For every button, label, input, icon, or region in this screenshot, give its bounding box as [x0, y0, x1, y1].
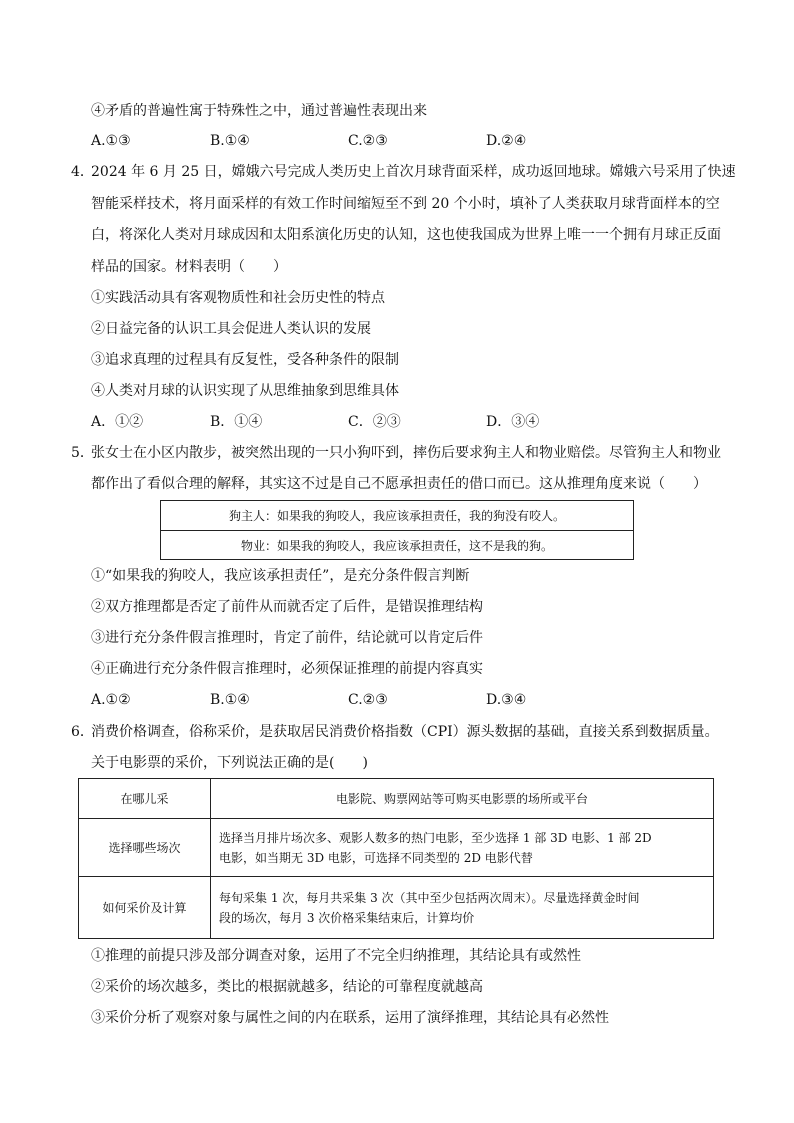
q6-table-row-where [79, 779, 714, 819]
q5-text-line-1: 张女士在小区内散步，被突然出现的一只小狗吓到，摔伤后要求狗主人和物业赔偿。尽管狗主人和物业 [91, 445, 721, 461]
q5-option-d: D.③④ [486, 692, 527, 708]
q6-statement-2: ②采价的场次越多，类比的根据就越多，结论的可靠程度就越高 [91, 979, 483, 995]
q3-option-a: A.①③ [91, 133, 131, 149]
q6-table-content-how-line-2: 段的场次，每月 3 次价格采集结束后，计算均价 [219, 910, 475, 925]
q5-statement-1: ①“如果我的狗咬人，我应该承担责任”，是充分条件假言判断 [91, 568, 470, 584]
q6-table-row-how [79, 877, 714, 939]
q6-table-content-which-line-1: 选择当月排片场次多、观影人数多的热门电影，至少选择 1 部 3D 电影、1 部 2D [219, 830, 652, 845]
q5-statement-2: ②双方推理都是否定了前件从而就否定了后件，是错误推理结构 [91, 599, 483, 615]
q5-statement-3: ③进行充分条件假言推理时，肯定了前件，结论就可以肯定后件 [91, 630, 483, 646]
q6-table-content-how-line-1: 每旬采集 1 次，每月共采集 3 次（其中至少包括两次周末）。尽量选择黄金时间 [219, 890, 640, 905]
q5-option-c: C.②③ [348, 692, 388, 708]
q4-number: 4． [71, 164, 94, 180]
q6-info-table [78, 778, 714, 939]
q4-text-line-3: 白，将深化人类对月球成因和太阳系演化历史的认知，这也使我国成为世界上唯一一个拥有月球正反面 [91, 227, 721, 243]
q6-table-row-which [79, 819, 714, 877]
q5-box-divider [161, 530, 633, 531]
q6-table-head-which: 选择哪些场次 [79, 819, 211, 877]
q4-text-line-4: 样品的国家。材料表明（ ） [91, 259, 287, 275]
q6-statement-1: ①推理的前提只涉及部分调查对象，运用了不完全归纳推理，其结论具有或然性 [91, 948, 581, 964]
q4-option-a: A．①② [91, 414, 144, 430]
q4-statement-4: ④人类对月球的认识实现了从思维抽象到思维具体 [91, 383, 399, 399]
q5-statement-4: ④正确进行充分条件假言推理时，必须保证推理的前提内容真实 [91, 661, 483, 677]
q4-option-d: D．③④ [486, 414, 540, 430]
q6-table-head-where: 在哪儿采 [79, 779, 211, 819]
q6-number: 6． [71, 724, 94, 740]
q3-option-d: D.②④ [486, 133, 527, 149]
q5-option-b: B.①④ [210, 692, 250, 708]
q3-option-c: C.②③ [348, 133, 388, 149]
q4-option-c: C．②③ [348, 414, 401, 430]
q5-dialog-box [160, 500, 634, 560]
q4-statement-2: ②日益完备的认识工具会促进人类认识的发展 [91, 321, 371, 337]
q6-table-head-how: 如何采价及计算 [79, 877, 211, 939]
q5-number: 5． [71, 445, 94, 461]
q5-text-line-2: 都作出了看似合理的解释，其实这不过是自己不愿承担责任的借口而已。这从推理角度来说（ ） [91, 476, 707, 492]
q6-text-line-2: 关于电影票的采价，下列说法正确的是( ) [91, 755, 368, 771]
q4-text-line-2: 智能采样技术，将月面采样的有效工作时间缩短至不到 20 个小时，填补了人类获取月球背面样本的空 [91, 196, 720, 212]
q5-box-owner-statement: 狗主人：如果我的狗咬人，我应该承担责任，我的狗没有咬人。 [228, 509, 565, 523]
q6-table-content-how [211, 877, 714, 939]
q4-statement-1: ①实践活动具有客观物质性和社会历史性的特点 [91, 290, 385, 306]
q3-statement-4: ④矛盾的普遍性寓于特殊性之中，通过普遍性表现出来 [91, 103, 427, 119]
q6-table-content-where: 电影院、购票网站等可购买电影票的场所或平台 [211, 779, 714, 819]
q5-option-a: A.①② [91, 692, 131, 708]
q6-table-content-which-line-2: 电影，如当期无 3D 电影，可选择不同类型的 2D 电影代替 [219, 850, 533, 865]
q6-statement-3: ③采价分析了观察对象与属性之间的内在联系，运用了演绎推理，其结论具有必然性 [91, 1010, 609, 1026]
q4-option-b: B．①④ [210, 414, 263, 430]
q4-statement-3: ③追求真理的过程具有反复性，受各种条件的限制 [91, 352, 399, 368]
q3-option-b: B.①④ [210, 133, 250, 149]
q4-text-line-1: 2024 年 6 月 25 日，嫦娥六号完成人类历史上首次月球背面采样，成功返回地球。嫦娥六号采用了快速 [91, 164, 736, 180]
q5-box-property-statement: 物业：如果我的狗咬人，我应该承担责任，这不是我的狗。 [240, 539, 553, 553]
q6-text-line-1: 消费价格调查，俗称采价，是获取居民消费价格指数（CPI）源头数据的基础，直接关系到数据质量。 [91, 724, 719, 740]
q6-table-content-which [211, 819, 714, 877]
